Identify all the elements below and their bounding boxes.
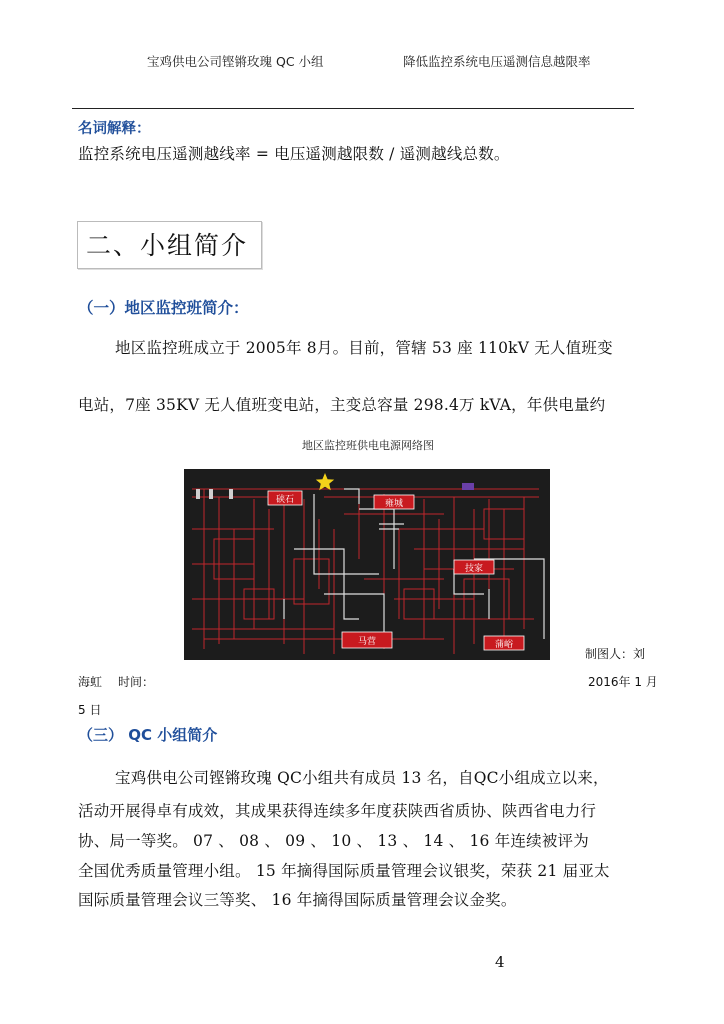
sub3-line1: 宝鸡供电公司铿锵玫瑰 QC小组共有成员 13 名，自QC小组成立以来，	[115, 769, 609, 787]
header-right: 降低监控系统电压遥测信息越限率	[403, 54, 591, 69]
diagram-label-4: 蒲峪	[494, 640, 514, 650]
figure-caption: 地区监控班供电电源网络图	[302, 439, 434, 452]
sub3-line3: 协、局一等奖。 07 、 08 、 09 、 10 、 13 、 14 、 16 年连续被评为	[78, 832, 589, 850]
diagram-label-2: 技家	[464, 564, 484, 574]
sub1-line2: 电站，7座 35KV 无人值班变电站，主变总容量 298.4万 kVA，年供电量约	[78, 396, 606, 414]
power-network-diagram	[184, 469, 550, 660]
page-number: 4	[495, 953, 505, 971]
definition-text: 监控系统电压遥测越线率 = 电压遥测越限数 / 遥测越线总数。	[78, 145, 510, 163]
figure-maker-label: 制图人：刘	[585, 647, 646, 661]
diagram-label-3: 马营	[357, 637, 377, 647]
definition-label: 名词解释：	[78, 121, 151, 137]
figure-date: 2016年 1 月	[588, 675, 658, 689]
diagram-label-0: 硖石	[275, 495, 295, 505]
sub3-line4: 全国优秀质量管理小组。 15 年摘得国际质量管理会议银奖，荣获 21 届亚太	[78, 862, 610, 880]
sub1-heading: （一）地区监控班简介：	[78, 299, 249, 317]
figure-date-cont: 5 日	[78, 703, 102, 717]
header-left: 宝鸡供电公司铿锵玫瑰 QC 小组	[147, 54, 324, 69]
section-title-box	[77, 221, 262, 269]
sub3-line5: 国际质量管理会议三等奖、 16 年摘得国际质量管理会议金奖。	[78, 891, 517, 909]
sub3-line2: 活动开展得卓有成效，其成果获得连续多年度获陕西省质协、陕西省电力行	[78, 802, 597, 820]
figure-maker-cont: 海虹	[78, 675, 103, 689]
diagram-label-1: 雍城	[384, 499, 404, 509]
section-title: 二、小组简介	[86, 231, 249, 260]
figure-time-label: 时间：	[118, 675, 155, 689]
header-rule	[72, 108, 634, 109]
sub1-line1: 地区监控班成立于 2005年 8月。目前，管辖 53 座 110kV 无人值班变	[115, 339, 613, 357]
sub3-heading: （三） QC 小组简介	[78, 726, 218, 744]
